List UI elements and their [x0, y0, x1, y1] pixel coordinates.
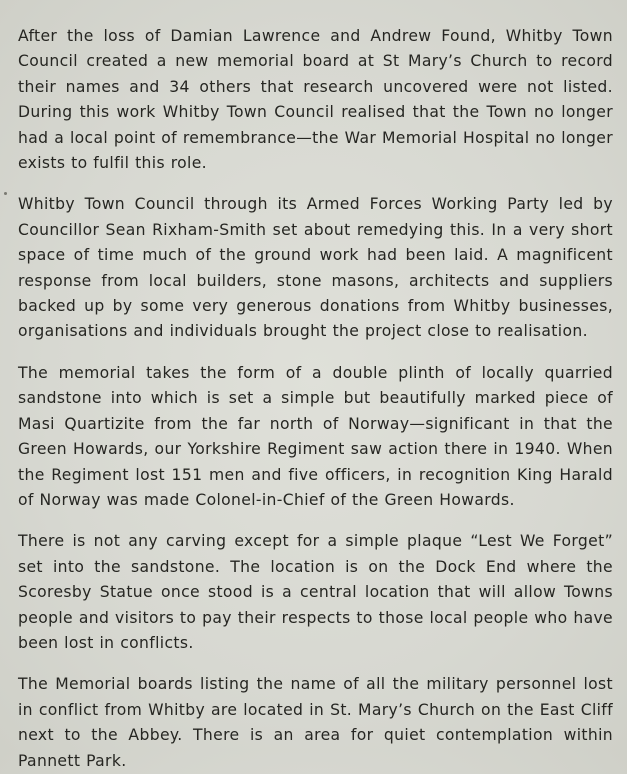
- paragraph-armed-forces-working-party: Whitby Town Council through its Armed Forces Working Party led by Councillor Sean Rixham-Smith set about remedying this. In a very short space of time much of the ground work had been laid. A magnificent response from local builders, stone masons, architects and suppliers backed up by some very generous donations from Whitby businesses, organisations and individuals brought the project close to realisation.: [18, 195, 613, 341]
- paragraph-memorial-form: The memorial takes the form of a double plinth of locally quarried sandstone into which is set a simple but beautifully marked piece of Masi Quartizite from the far north of Norway—significant in that the Green Howards, our Yorkshire Regiment saw action there in 1940. When the Regiment lost 151 men and five officers, in recognition King Harald of Norway was made Colonel-in-Chief of the Green Howards.: [18, 363, 613, 509]
- paragraph-memorial-boards: The Memorial boards listing the name of all the military personnel lost in conflict from Whitby are located in St. Mary’s Church on the East Cliff next to the Abbey. There is an area for quiet contemplation within Pannett Park.: [18, 675, 613, 770]
- paragraph-location: There is not any carving except for a simple plaque “Lest We Forget” set into the sandstone. The location is on the Dock End where the Scoresby Statue once stood is a central location that will allow Towns people and visitors to pay their respects to those local people who have been lost in conflicts.: [18, 532, 613, 652]
- paragraph-memorial-board: After the loss of Damian Lawrence and Andrew Found, Whitby Town Council created a new memorial board at St Mary’s Church to record their names and 34 others that research uncovered were not listed. During this work Whitby Town Council realised that the Town no longer had a local point of remembrance—the War Memorial Hospital no longer exists to fulfil this role.: [18, 27, 613, 173]
- paragraph-marker: [4, 192, 7, 195]
